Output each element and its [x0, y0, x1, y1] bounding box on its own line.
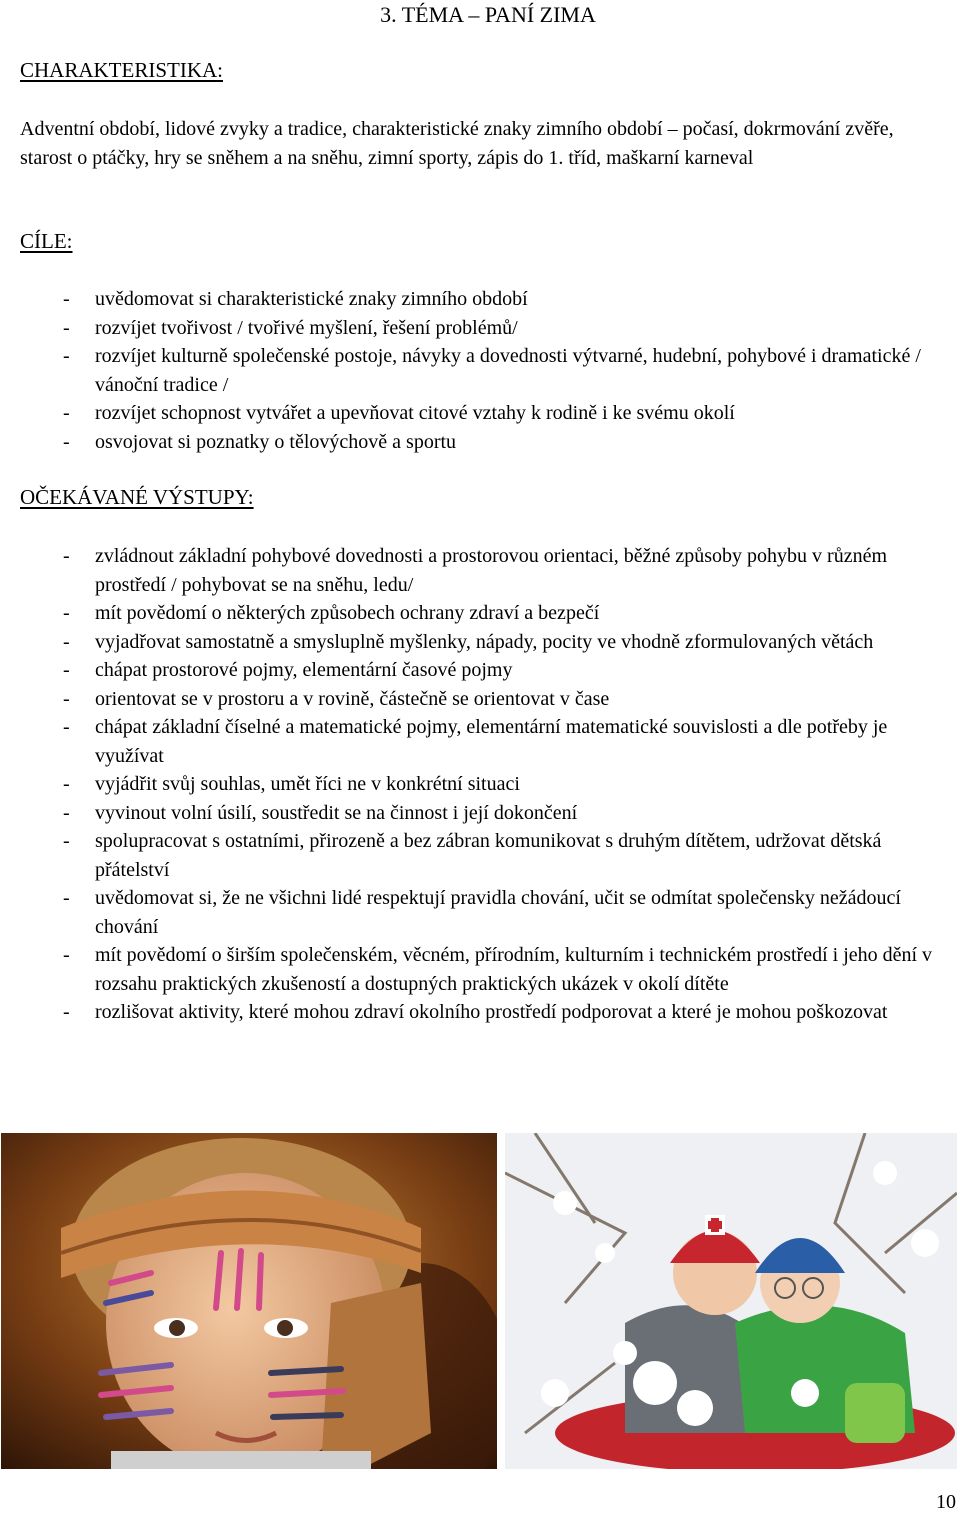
list-item: - vyjadřovat samostatně a smysluplně myšlenky, nápady, pocity ve vhodně zformulovaných větách: [0, 628, 960, 657]
list-item: - zvládnout základní pohybové dovednosti a prostorovou orientaci, běžné způsoby pohybu v různém prostředí / pohybovat se na sněhu, ledu/: [0, 542, 960, 599]
outcomes-list: [0, 542, 960, 1027]
list-item: - rozvíjet schopnost vytvářet a upevňovat citové vztahy k rodině i ke svému okolí: [0, 399, 960, 428]
list-item: - osvojovat si poznatky o tělovýchově a sportu: [0, 428, 960, 457]
list-item: - rozvíjet kulturně společenské postoje, návyky a dovednosti výtvarné, hudební, pohybové i dramatické / vánoční tradice /: [0, 342, 960, 399]
face-paint-illustration: [1, 1133, 497, 1469]
photo-kids-in-snow: [505, 1133, 957, 1469]
list-item: - uvědomovat si, že ne všichni lidé respektují pravidla chování, učit se odmítat společensky nežádoucí chování: [0, 884, 960, 941]
list-item: - rozvíjet tvořivost / tvořivé myšlení, řešení problémů/: [0, 314, 960, 343]
kids-in-snow-illustration: [505, 1133, 957, 1469]
characteristics-text: Adventní období, lidové zvyky a tradice, charakteristické znaky zimního období – počasí, dokrmování zvěře, starost o ptáčky, hry se sněhem a na sněhu, zimní sporty, zápis do 1. tříd, maškarní karneval: [20, 118, 894, 169]
page-number: 10: [936, 1491, 956, 1513]
list-item: - chápat základní číselné a matematické pojmy, elementární matematické souvislosti a dle potřeby je využívat: [0, 713, 960, 770]
list-item: - vyvinout volní úsilí, soustředit se na činnost i její dokončení: [0, 799, 960, 828]
list-item: - mít povědomí o širším společenském, věcném, přírodním, kulturním i technickém prostředí i jeho dění v rozsahu praktických zkušeností a dostupných praktických ukázek v okolí dítěte: [0, 941, 960, 998]
outcomes-heading: OČEKÁVANÉ VÝSTUPY:: [20, 485, 254, 509]
goals-heading: CÍLE:: [20, 229, 73, 253]
page-title-text: 3. TÉMA – PANÍ ZIMA: [380, 2, 596, 27]
goals-list: [0, 285, 960, 456]
photo-face-paint: [1, 1133, 497, 1469]
characteristics-heading: CHARAKTERISTIKA:: [20, 58, 223, 82]
list-item: - rozlišovat aktivity, které mohou zdraví okolního prostředí podporovat a které je mohou poškozovat: [0, 998, 960, 1027]
list-item: - mít povědomí o některých způsobech ochrany zdraví a bezpečí: [0, 599, 960, 628]
list-item: - uvědomovat si charakteristické znaky zimního období: [0, 285, 960, 314]
page-title: [0, 2, 960, 28]
list-item: - vyjádřit svůj souhlas, umět říci ne v konkrétní situaci: [0, 770, 960, 799]
list-item: - spolupracovat s ostatními, přirozeně a bez zábran komunikovat s druhým dítětem, udržovat dětská přátelství: [0, 827, 960, 884]
list-item: - orientovat se v prostoru a v rovině, částečně se orientovat v čase: [0, 685, 960, 714]
list-item: - chápat prostorové pojmy, elementární časové pojmy: [0, 656, 960, 685]
